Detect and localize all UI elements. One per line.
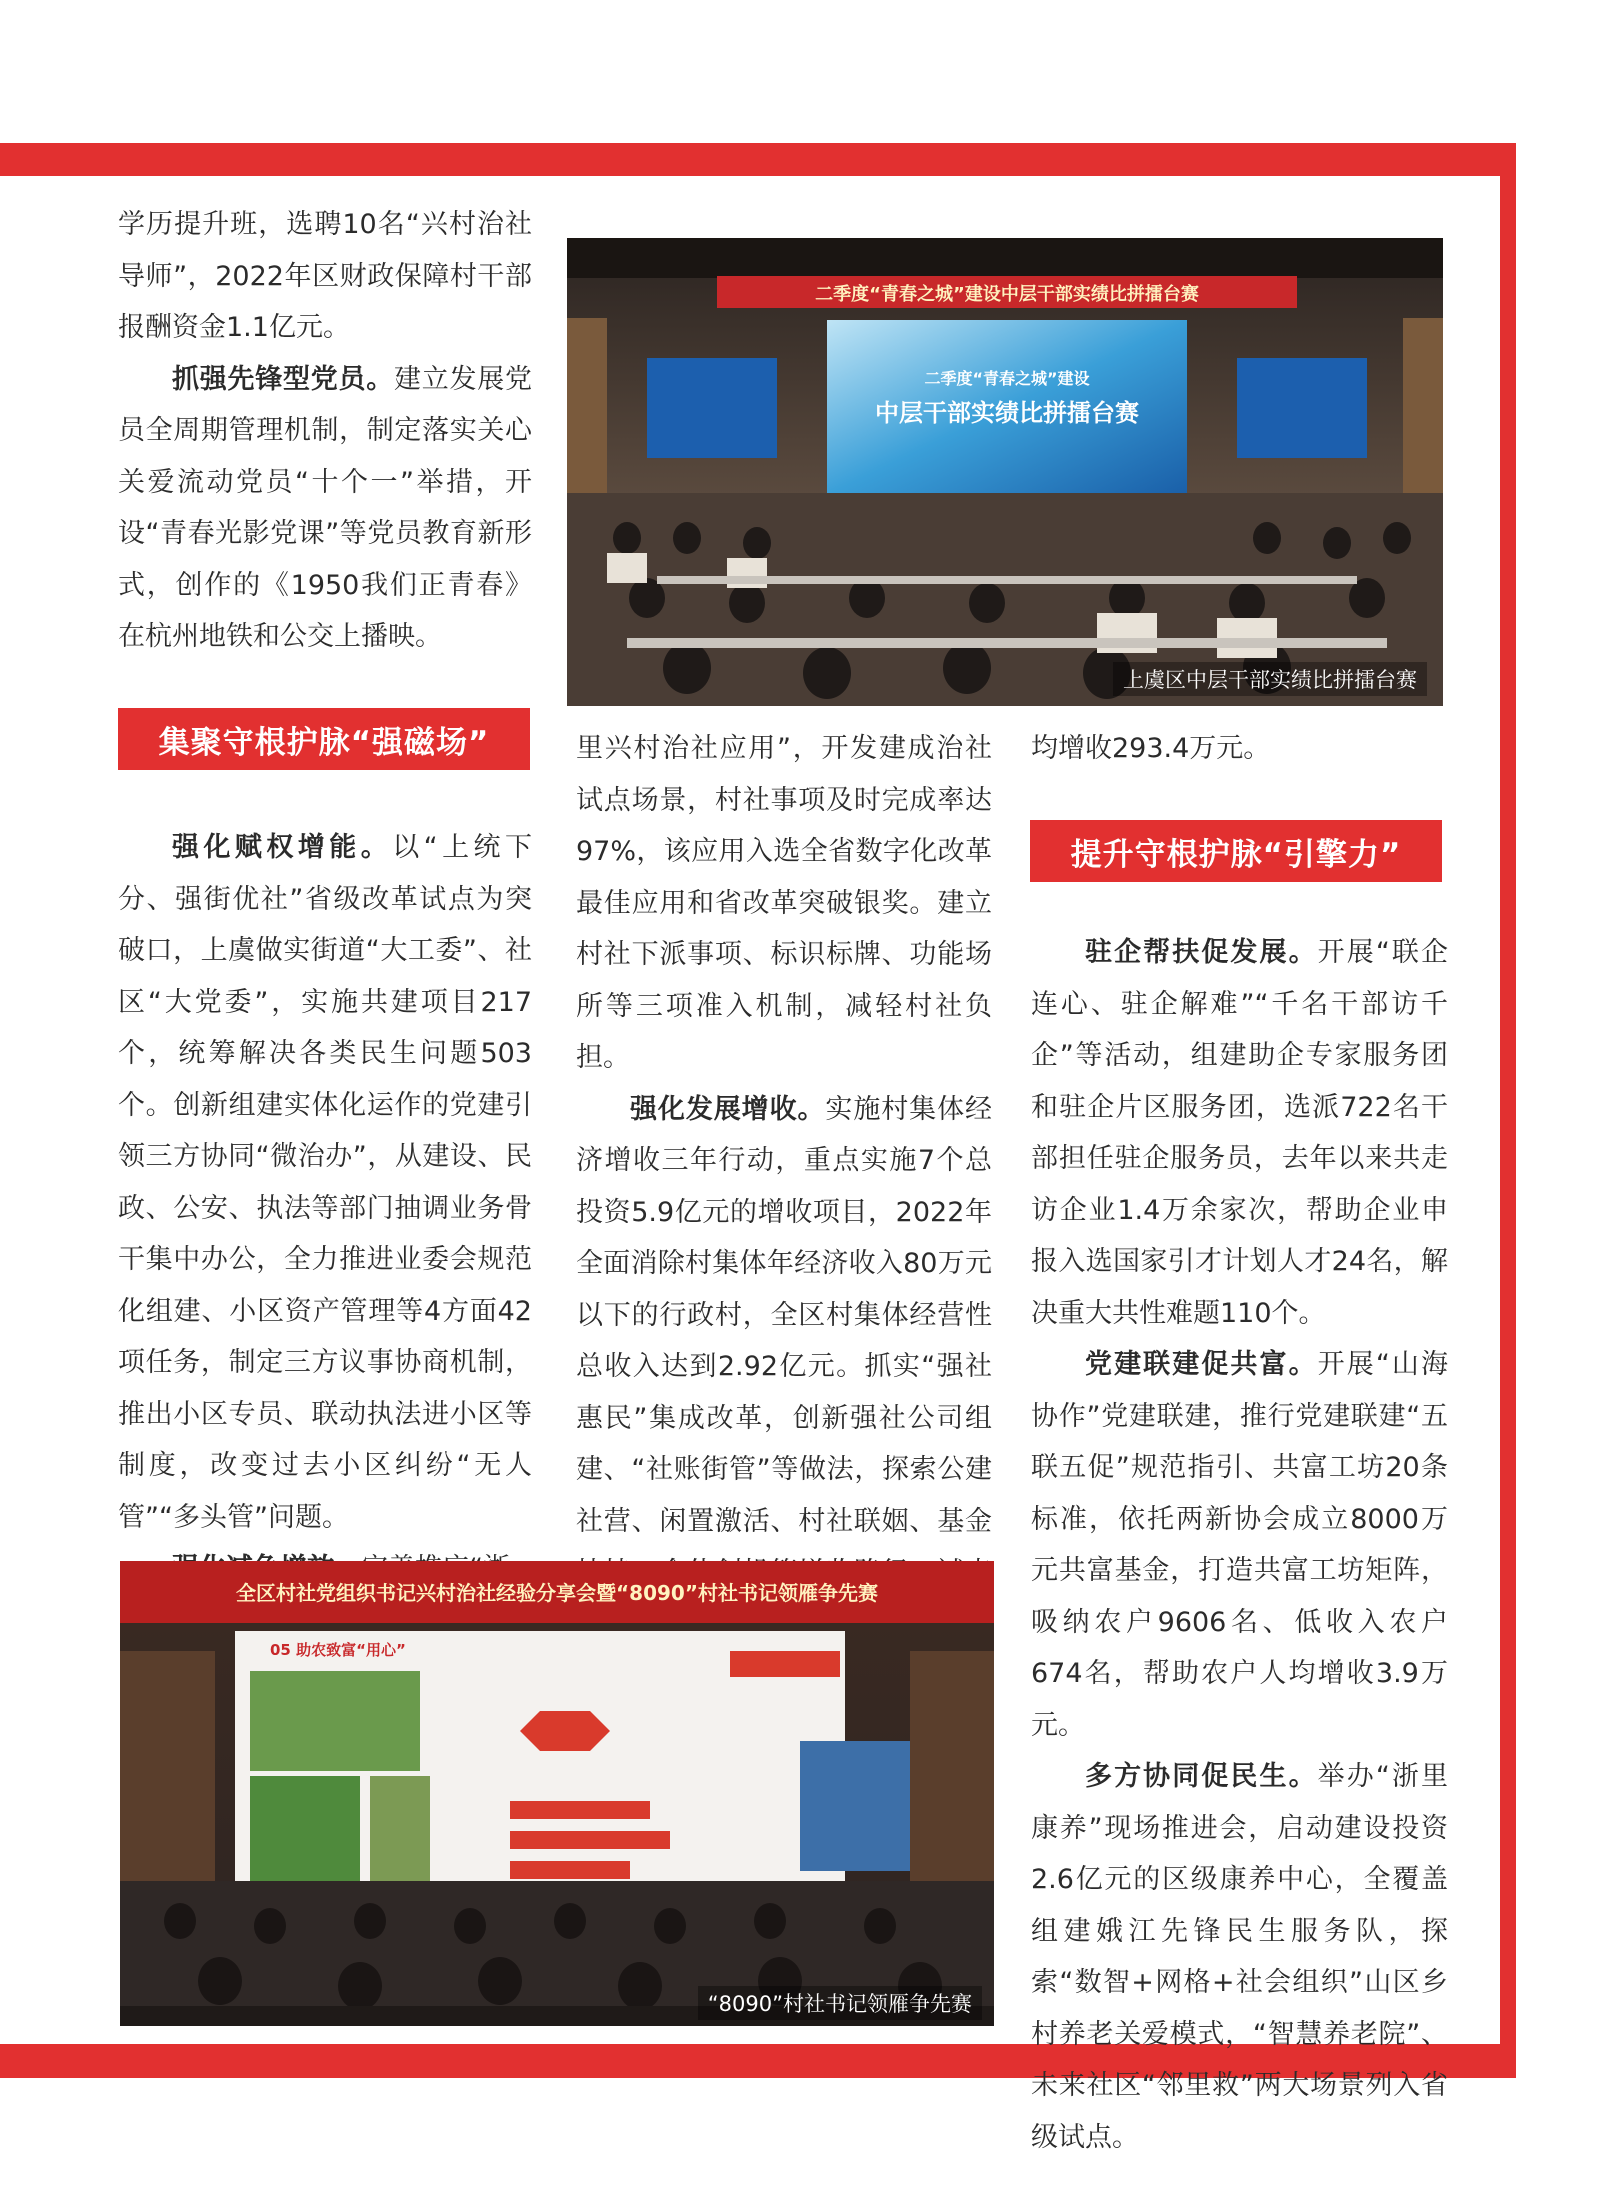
section-heading-2: 提升守根护脉“引擎力” bbox=[1030, 820, 1442, 882]
photo-top-banner: 二季度“青春之城”建设中层干部实绩比拼擂台赛 bbox=[815, 284, 1199, 305]
photo-conference-top bbox=[567, 238, 1443, 706]
col3-p1-lead: 驻企帮扶促发展。 bbox=[1085, 937, 1318, 968]
col3-paragraph-1 bbox=[1031, 927, 1448, 1339]
column-1-bottom bbox=[118, 822, 532, 1595]
photo-bottom-banner: 全区村社党组织书记兴村治社经验分享会暨“8090”村社书记领雁争先赛 bbox=[236, 1581, 878, 1605]
col3-p2-lead: 党建联建促共富。 bbox=[1085, 1349, 1318, 1380]
photo-top-screen-line-1: 二季度“青春之城”建设 bbox=[924, 369, 1090, 388]
column-1-top bbox=[118, 199, 532, 663]
section-heading-1: 集聚守根护脉“强磁场” bbox=[118, 708, 530, 770]
col3-paragraph-3 bbox=[1031, 1751, 1448, 2163]
auditorium-illustration-top bbox=[567, 238, 1443, 706]
col2-p1-lead: 强化发展增收。 bbox=[630, 1093, 826, 1125]
red-frame-top bbox=[0, 143, 1516, 176]
column-3-bottom bbox=[1031, 927, 1448, 2163]
col1-intro: 学历提升班，选聘10名“兴村治社导师”，2022年区财政保障村干部报酬资金1.1亿元。 bbox=[118, 209, 532, 343]
col3-p1-body: 开展“联企连心、驻企解难”“千名干部访千企”等活动，组建助企专家服务团和驻企片区服务团，选派722名干部担任驻企服务员，去年以来共走访企业1.4万余家次，帮助企业申报入选国家引才计划人才24名，解决重大共性难题110个。 bbox=[1031, 937, 1448, 1329]
column-2 bbox=[576, 723, 992, 1650]
col3-p2-body: 开展“山海协作”党建联建，推行党建联建“五联五促”规范指引、共富工坊20条标准，依托两新协会成立8000万元共富基金，打造共富工坊矩阵，吸纳农户9606名、低收入农户674名，帮助农户人均增收3.9万元。 bbox=[1031, 1349, 1448, 1741]
red-frame-right bbox=[1500, 143, 1516, 2078]
photo-top-caption: 上虞区中层干部实绩比拼擂台赛 bbox=[1113, 662, 1427, 696]
auditorium-illustration-bottom bbox=[120, 1561, 994, 2026]
col3-p3-body: 举办“浙里康养”现场推进会，启动建设投资2.6亿元的区级康养中心，全覆盖组建娥江先锋民生服务队，探索“数智+网格+社会组织”山区乡村养老关爱模式，“智慧养老院”、未来社区“邻里救”两大场景列入省级试点。 bbox=[1031, 1761, 1448, 2153]
col1-paragraph-2 bbox=[118, 822, 532, 1543]
photo-top-screen-line-2: 中层干部实绩比拼擂台赛 bbox=[875, 399, 1139, 427]
col1-p2-body: 以“上统下分、强街优社”省级改革试点为突破口，上虞做实街道“大工委”、社区“大党委”，实施共建项目217个，统筹解决各类民生问题503个。创新组建实体化运作的党建引领三方协同“微治办”，从建设、民政、公安、执法等部门抽调业务骨干集中办公，全力推进业委会规范化组建、小区资产管理等4方面42项任务，制定三方议事协商机制，推出小区专员、联动执法进小区等制度，改变过去小区纠纷“无人管”“多头管”问题。 bbox=[118, 832, 532, 1533]
column-3-top bbox=[1031, 723, 1448, 775]
photo-conference-bottom bbox=[120, 1561, 994, 2026]
col3-p3-lead: 多方协同促民生。 bbox=[1085, 1761, 1318, 1792]
col3-continuation: 均增收293.4万元。 bbox=[1031, 733, 1271, 764]
photo-bottom-caption: “8090”村社书记领雁争先赛 bbox=[698, 1986, 982, 2020]
col2-continuation: 里兴村治社应用”，开发建成治社试点场景，村社事项及时完成率达97%，该应用入选全省数字化改革最佳应用和省改革突破银奖。建立村社下派事项、标识标牌、功能场所等三项准入机制，减轻村社负担。 bbox=[576, 733, 992, 1073]
col3-paragraph-2 bbox=[1031, 1339, 1448, 1751]
col1-p2-lead: 强化赋权增能。 bbox=[172, 832, 393, 863]
col1-paragraph-1 bbox=[118, 354, 532, 663]
col2-p1-body: 实施村集体经济增收三年行动，重点实施7个总投资5.9亿元的增收项目，2022年全面消除村集体年经济收入80万元以下的行政村，全区村集体经营性总收入达到2.92亿元。抓实“强社惠民”集成改革，创新强社公司组建、“社账街管”等做法，探索公建社营、闲置激活、村社联姻、基金 bbox=[576, 1093, 993, 1537]
col1-p1-lead: 抓强先锋型党员。 bbox=[172, 363, 394, 395]
col1-p1-body: 建立发展党员全周期管理机制，制定落实关心关爱流动党员“十个一”举措，开设“青春光影党课”等党员教育新形式，创作的《1950我们正青春》在杭州地铁和公交上播映。 bbox=[118, 363, 532, 652]
photo-bottom-slide-title: 05 助农致富“用心” bbox=[270, 1641, 406, 1659]
